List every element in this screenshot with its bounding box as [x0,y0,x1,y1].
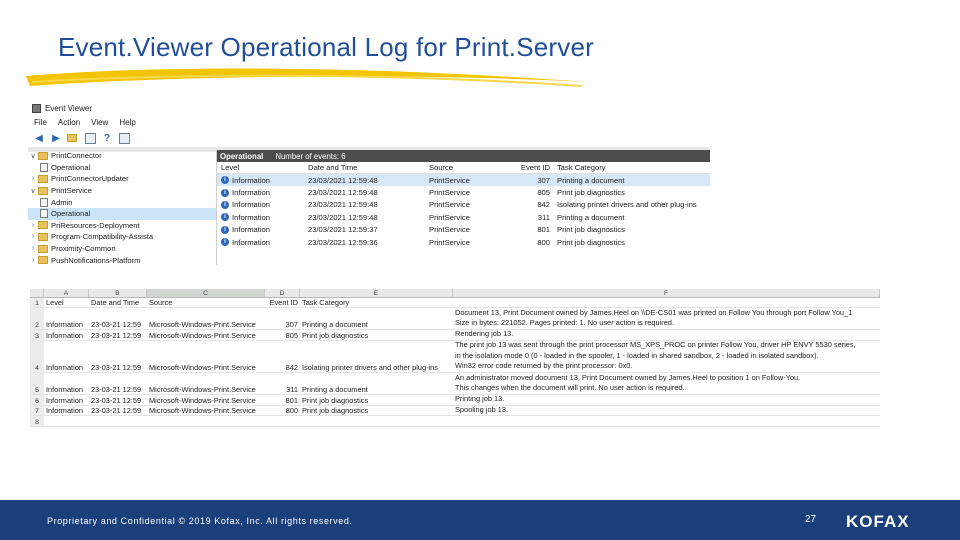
cell-source[interactable]: Microsoft-Windows-Print.Service [149,320,256,329]
folder-icon [38,233,48,241]
cell-message[interactable] [453,308,880,329]
event-id: 311 [537,212,550,222]
folder-icon [38,245,48,253]
cell-task-category[interactable]: Printing a document [302,384,368,394]
cell-message[interactable] [453,395,880,405]
tree-item-printconnectorupdater[interactable]: › PrintConnectorUpdater [28,173,216,185]
event-level: i Information [217,200,308,209]
cell-event-id[interactable]: 800 [285,406,298,416]
event-source: PrintService [429,188,470,198]
cell-source[interactable]: Microsoft-Windows-Print.Service [149,330,256,340]
cell-level[interactable]: Level [46,298,64,307]
chevron-down-icon[interactable]: ∨ [30,152,36,160]
window-title: Event Viewer [45,103,92,113]
event-list [216,150,710,265]
event-datetime: 23/03/2021 12:59:48 [308,175,378,185]
event-id: 307 [537,175,550,185]
cell-event-id[interactable] [265,416,300,426]
folder-icon [38,187,48,195]
cell-date-time[interactable] [89,416,147,426]
cell-text-line: Printing job 13. [455,394,505,403]
cell-event-id[interactable]: Event ID [269,298,298,307]
event-task-category: Print job diagnostics [557,188,625,198]
cell-message[interactable] [453,373,880,394]
event-count: Number of events: 6 [275,151,346,161]
toolbar [28,129,710,147]
cell-text-line: Rendering job 13. [455,329,514,339]
cell-event-id[interactable]: 307 [285,320,298,329]
event-rows [217,174,710,248]
footer-copyright: Proprietary and Confidential © 2019 Kofax, Inc. All rights reserved. [47,516,353,526]
log-icon [40,163,48,172]
row-number[interactable]: 3 [30,330,44,340]
cell-date-time[interactable]: 23-03-21 12:59 [91,320,142,329]
spreadsheet-row [30,308,880,330]
cell-text-line: An administrator moved document 13, Print Document owned by James.Heel to position 1 on Follow-You. [455,372,801,382]
info-icon: i [221,213,229,221]
cell-text-line: in the isolation mode 0 (0 - loaded in the spooler, 1 - loaded in shared sandbox, 2 - loaded in isolated sandbox). [455,350,819,360]
event-source: PrintService [429,200,470,210]
tree-item-printconnector-operational[interactable]: Operational [28,162,216,174]
column-letter-c[interactable]: C [147,289,265,297]
chevron-right-icon[interactable]: › [31,233,35,241]
cell-task-category[interactable]: Print job diagnostics [302,395,369,405]
row-number[interactable]: 7 [30,406,44,416]
cell-date-time[interactable]: 23-03-21 12:59 [91,330,142,340]
chevron-right-icon[interactable]: › [31,175,35,183]
cell-event-id[interactable]: 805 [285,330,298,340]
folder-icon[interactable] [66,131,80,145]
cell-text-line: The print job 13 was sent through the print processor MS_XPS_PROC on printer Follow You, driver HP ENVY 5530 series, [455,340,856,350]
event-source: PrintService [429,225,470,235]
cell-source[interactable]: Microsoft-Windows-Print.Service [149,362,256,372]
tree-item-printservice[interactable]: ∨ PrintService [28,185,216,197]
cell-level[interactable]: Information [46,362,83,372]
cell-text-line: Win32 error code returned by the print processor: 0x0. [455,361,633,371]
tree-item-priresources[interactable]: › PriResources-Deployment [28,220,216,232]
column-header-date[interactable]: Date and Time [308,163,358,172]
column-letter-a[interactable]: A [44,289,89,297]
event-row[interactable] [217,174,710,186]
column-letter-d[interactable]: D [265,289,300,297]
cell-text-line: Document 13, Print Document owned by James.Heel on \\DE-CS01 was printed on Follow You through port Follow You_1 [455,307,853,317]
column-letter-f[interactable]: F [453,289,880,297]
cell-level[interactable] [44,416,89,426]
column-header-source[interactable]: Source [429,163,454,172]
folder-icon [38,221,48,229]
column-letter-e[interactable]: E [300,289,453,297]
spreadsheet [30,289,880,427]
info-icon: i [221,189,229,197]
spreadsheet-row [30,406,880,417]
cell-event-id[interactable]: 311 [286,384,298,394]
menu-file[interactable]: File [34,118,47,127]
tree-item-proximity-common[interactable]: › Proximity-Common [28,243,216,255]
cell-message[interactable] [453,330,880,340]
folder-icon [38,152,48,160]
event-id: 805 [537,188,550,198]
log-tree [28,150,216,265]
event-id: 800 [537,237,550,247]
title-underline-swoosh [22,62,592,94]
cell-message[interactable] [453,298,880,307]
tree-item-program-compatibility[interactable]: › Program-Compatibility-Assista [28,231,216,243]
row-number[interactable]: 2 [30,308,44,329]
event-task-category: Printing a document [557,212,625,222]
event-id: 842 [537,200,550,210]
event-level: i Information [217,176,308,185]
panel-icon[interactable] [117,131,131,145]
column-letter-b[interactable]: B [89,289,147,297]
cell-task-category[interactable]: Isolating printer drivers and other plug-ins [302,362,438,372]
menu-help[interactable]: Help [119,118,136,127]
chevron-down-icon[interactable]: ∨ [30,187,36,195]
event-datetime: 23/03/2021 12:59:48 [308,188,378,198]
menu-view[interactable]: View [91,118,109,127]
event-row[interactable] [217,224,710,236]
cell-message[interactable] [453,416,880,426]
event-row[interactable] [217,186,710,198]
event-row[interactable] [217,236,710,248]
event-level: i Information [217,213,308,222]
cell-date-time[interactable]: 23-03-21 12:59 [91,362,142,372]
info-icon: i [221,176,229,184]
kofax-logo: KOFAX [846,512,910,531]
cell-level[interactable]: Information [46,330,83,340]
folder-icon [38,256,48,264]
tree-item-pushnotifications[interactable]: › PushNotifications-Platform [28,254,216,266]
event-list-columns [217,162,710,174]
cell-event-id[interactable]: 801 [285,395,298,405]
cell-source[interactable]: Source [149,298,173,307]
event-viewer-window [28,100,710,265]
column-header-task-category[interactable]: Task Category [557,163,606,172]
event-task-category: Isolating printer drivers and other plug-ins [557,200,697,210]
forward-arrow-icon[interactable]: ▶ [52,132,60,144]
help-icon[interactable]: ? [103,132,111,144]
cell-text-line: This changes when the document will print. No user action is required. [455,383,685,393]
row-number[interactable]: 6 [30,395,44,405]
cell-message[interactable] [453,341,880,372]
cell-message[interactable] [453,406,880,416]
cell-task-category[interactable]: Printing a document [302,320,368,329]
event-row[interactable] [217,199,710,211]
tree-item-printservice-admin[interactable]: Admin [28,196,216,208]
properties-icon[interactable] [83,131,97,145]
page-number: 27 [805,514,817,525]
cell-date-time[interactable]: 23-03-21 12:59 [91,395,142,405]
event-datetime: 23/03/2021 12:59:48 [308,212,378,222]
cell-task-category[interactable]: Print job diagnostics [302,406,369,416]
cell-level[interactable]: Information [46,406,83,416]
cell-source[interactable]: Microsoft-Windows-Print.Service [149,406,256,416]
cell-text-line: Spooling job 13. [455,404,509,414]
event-level: i Information [217,225,308,234]
back-arrow-icon[interactable]: ◀ [35,132,43,144]
spreadsheet-column-headers [30,289,880,298]
event-source: PrintService [429,212,470,222]
row-number[interactable]: 5 [30,373,44,394]
chevron-right-icon[interactable]: › [31,245,35,253]
spreadsheet-row [30,373,880,395]
event-datetime: 23/03/2021 12:59:48 [308,200,378,210]
event-task-category: Print job diagnostics [557,225,625,235]
page-title: Event.Viewer Operational Log for Print.Server [58,32,595,62]
column-header-event-id[interactable]: Event ID [520,163,550,172]
info-icon: i [221,201,229,209]
info-icon: i [221,226,229,234]
chevron-right-icon[interactable]: › [31,221,35,229]
cell-level[interactable]: Information [46,384,83,394]
event-level: i Information [217,188,308,197]
column-header-level[interactable]: Level [221,163,240,172]
spreadsheet-row [30,416,880,427]
cell-level[interactable]: Information [46,320,83,329]
cell-source[interactable] [147,416,265,426]
event-task-category: Printing a document [557,175,625,185]
cell-source[interactable]: Microsoft-Windows-Print.Service [149,384,256,394]
spreadsheet-rows [30,298,880,427]
event-viewer-app-icon [32,104,41,113]
event-source: PrintService [429,237,470,247]
tree-item-printconnector[interactable]: ∨ PrintConnector [28,150,216,162]
spreadsheet-row [30,298,880,308]
spreadsheet-row [30,341,880,373]
row-number[interactable]: 4 [30,341,44,372]
window-titlebar [28,100,710,116]
event-datetime: 23/03/2021 12:59:36 [308,237,378,247]
event-row[interactable] [217,211,710,223]
cell-date-time[interactable]: 23-03-21 12:59 [91,406,142,416]
event-list-header [217,150,710,162]
cell-task-category[interactable]: Task Category [302,298,350,307]
cell-event-id[interactable]: 842 [285,362,298,372]
info-icon: i [221,238,229,246]
log-icon [40,198,48,207]
event-datetime: 23/03/2021 12:59:37 [308,225,378,235]
folder-icon [38,175,48,183]
cell-level[interactable]: Information [46,395,83,405]
row-number[interactable]: 8 [30,416,44,426]
chevron-right-icon[interactable]: › [31,256,35,264]
cell-date-time[interactable]: 23-03-21 12:59 [91,384,142,394]
log-icon [40,209,48,218]
cell-task-category[interactable]: Print job diagnostics [302,330,369,340]
select-all-corner[interactable] [30,289,44,297]
event-id: 801 [537,225,550,235]
cell-date-time[interactable]: Date and Time [91,298,140,307]
menu-action[interactable]: Action [57,118,81,127]
cell-task-category[interactable] [300,416,453,426]
log-name: Operational [220,151,264,161]
row-number[interactable]: 1 [30,298,44,307]
event-task-category: Print job diagnostics [557,237,625,247]
cell-source[interactable]: Microsoft-Windows-Print.Service [149,395,256,405]
tree-item-printservice-operational[interactable]: Operational [28,208,216,220]
cell-text-line: Size in bytes: 221052. Pages printed: 1. No user action is required. [455,318,674,328]
event-level: i Information [217,238,308,247]
event-source: PrintService [429,175,470,185]
menu-bar [28,116,710,129]
